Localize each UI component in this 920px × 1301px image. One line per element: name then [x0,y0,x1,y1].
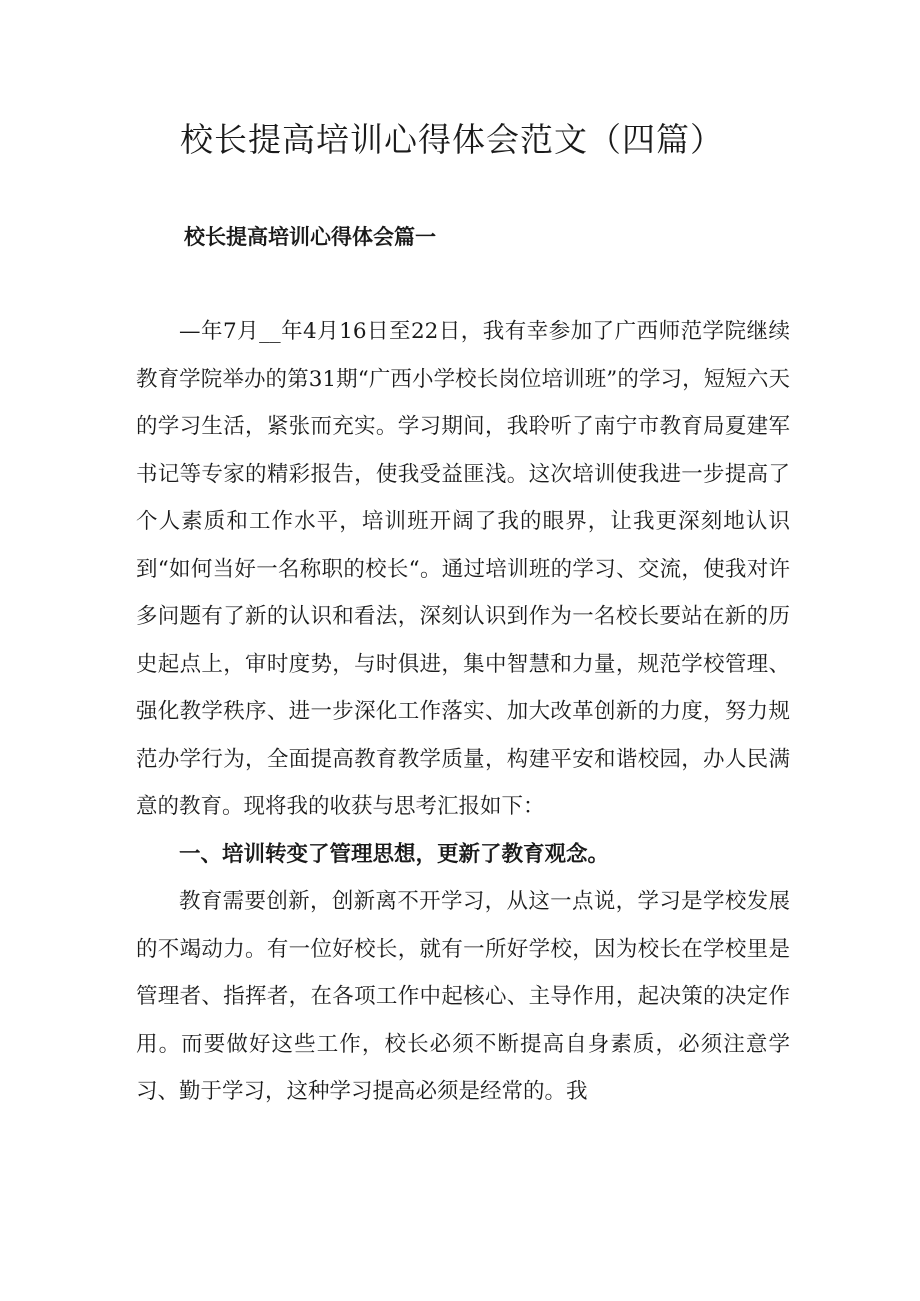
body-paragraph: —年7月__年4月16日至22日，我有幸参加了广西师范学院继续教育学院举办的第31期“广西小学校长岗位培训班”的学习，短短六天的学习生活，紧张而充实。学习期间，我聆听了南宁市教育局夏建军书记等专家的精彩报告，使我受益匪浅。这次培训使我进一步提高了个人素质和工作水平，培训班开阔了我的眼界，让我更深刻地认识到“如何当好一名称职的校长“。通过培训班的学习、交流，使我对许多问题有了新的认识和看法，深刻认识到作为一名校长要站在新的历史起点上，审时度势，与时俱进，集中智慧和力量，规范学校管理、强化教学秩序、进一步深化工作落实、加大改革创新的力度，努力规范办学行为，全面提高教育教学质量，构建平安和谐校园，办人民满意的教育。现将我的收获与思考汇报如下： [136,319,790,819]
document-body [136,308,790,1116]
document-title: 校长提高培训心得体会范文（四篇） [180,120,724,159]
subheading: 一、培训转变了管理思想，更新了教育观念。 [179,841,610,867]
body-paragraph: 教育需要创新，创新离不开学习，从这一点说，学习是学校发展的不竭动力。有一位好校长，就有一所好学校，因为校长在学校里是管理者、指挥者，在各项工作中起核心、主导作用，起决策的决定作用。而要做好这些工作，校长必须不断提高自身素质，必须注意学习、勤于学习，这种学习提高必须是经常的。我 [136,889,790,1104]
section-title: 校长提高培训心得体会篇一 [184,224,436,249]
